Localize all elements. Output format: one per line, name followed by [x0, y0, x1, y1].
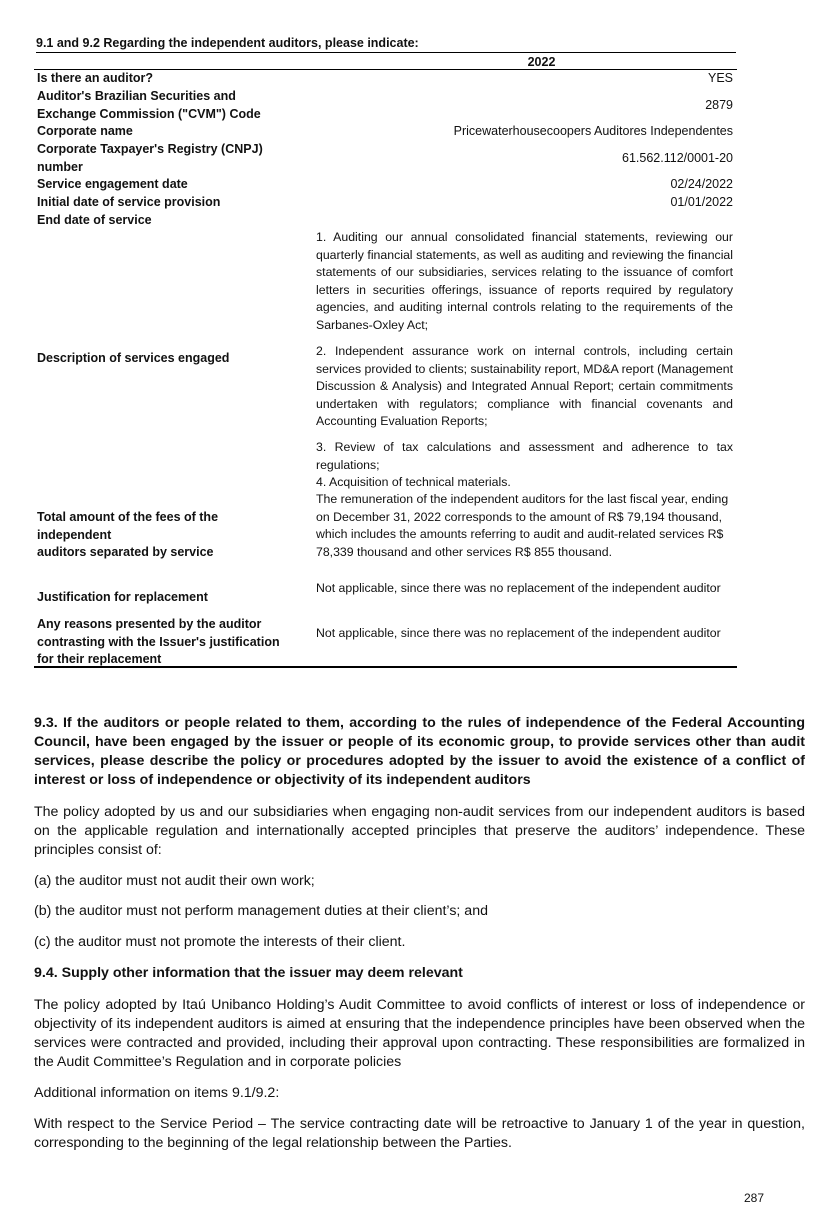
service-item-2: 2. Independent assurance work on internal controls, including certain services provided to clients; sustainability report, MD&A report (Management Discussion & Analysis) and Integrated Annual Report; certain commitments undertaken with regulators; compliance with financial covenants and Accounting Evaluation Reports;	[316, 344, 733, 428]
row-label: Description of services engaged	[37, 351, 230, 365]
table-row	[34, 176, 737, 194]
table-row	[34, 141, 737, 176]
row-label-line3: for their replacement	[37, 652, 162, 666]
row-label-line2: number	[37, 159, 83, 174]
table-row	[34, 70, 737, 88]
service-period-note: With respect to the Service Period – The service contracting date will be retroactive to January 1 of the year in question, corresponding to the beginning of the legal relationship between the Parties.	[34, 1116, 805, 1151]
table-row-justification	[34, 580, 737, 616]
section-9-1-title: 9.1 and 9.2 Regarding the independent auditors, please indicate:	[36, 35, 736, 53]
table-row-reasons	[34, 616, 737, 668]
table-row-description	[34, 229, 737, 491]
table-row-fees	[34, 491, 737, 581]
row-label: Initial date of service provision	[37, 195, 221, 209]
row-label: End date of service	[37, 213, 152, 227]
year-column-header: 2022	[527, 55, 556, 69]
row-label-line1: Any reasons presented by the auditor	[37, 617, 262, 631]
section-9-3-heading: 9.3. If the auditors or people related to them, according to the rules of independence of the Federal Accounting Council, have been engaged by the issuer or people of its economic group, to provide services other than audit services, please describe the policy or procedures adopted by the issuer to avoid the existence of a conflict of interest or loss of independence or objectivity of its independent auditors	[34, 715, 805, 788]
additional-info-label: Additional information on items 9.1/9.2:	[34, 1085, 280, 1101]
fees-value: The remuneration of the independent auditors for the last fiscal year, ending on December 31, 2022 corresponds to the amount of R$ 79,194 thousand, which includes the amounts referring to audit and audit-related services R$ 78,339 thousand and other services R$ 855 thousand.	[316, 492, 729, 559]
row-value: 2879	[705, 98, 733, 112]
row-label-line3: auditors separated by service	[37, 545, 214, 559]
principle-b: (b) the auditor must not perform management duties at their client’s; and	[34, 903, 488, 919]
row-value: Pricewaterhousecoopers Auditores Independentes	[453, 124, 733, 138]
row-label: Service engagement date	[37, 177, 188, 191]
justification-value: Not applicable, since there was no replacement of the independent auditor	[316, 581, 721, 595]
service-item-4: 4. Acquisition of technical materials.	[316, 475, 511, 489]
row-value: YES	[707, 71, 733, 85]
section-9-4-paragraph: The policy adopted by Itaú Unibanco Holding’s Audit Committee to avoid conflicts of interest or loss of independence or objectivity of its independent auditors is aimed at ensuring that the independence principles have been observed when the services were contracted and provided, including their approval upon contracting. These responsibilities are formalized in the Audit Committee’s Regulation and in corporate policies	[34, 997, 805, 1070]
row-label-line1: Auditor's Brazilian Securities and	[37, 89, 236, 103]
row-label: Corporate name	[37, 124, 133, 138]
principle-c: (c) the auditor must not promote the interests of their client.	[34, 934, 406, 950]
principle-a: (a) the auditor must not audit their own work;	[34, 873, 315, 889]
table-header	[34, 53, 737, 70]
table-row	[34, 194, 737, 212]
section-9-3-intro: The policy adopted by us and our subsidiaries when engaging non-audit services from our independent auditors is based on the applicable regulation and internationally accepted principles that preserve the auditors’ independence. These principles consist of:	[34, 804, 805, 858]
table-row	[34, 212, 737, 230]
table-row	[34, 123, 737, 141]
row-value: 01/01/2022	[670, 195, 733, 209]
row-label: Justification for replacement	[37, 590, 208, 604]
row-label-line2: Exchange Commission ("CVM") Code	[37, 106, 261, 121]
section-9-4-heading: 9.4. Supply other information that the issuer may deem relevant	[34, 965, 463, 981]
row-value: 02/24/2022	[670, 177, 733, 191]
row-label: Is there an auditor?	[37, 71, 153, 85]
table-row	[34, 88, 737, 123]
row-label-line2: independent	[37, 527, 112, 542]
page-number: 287	[744, 1191, 765, 1205]
service-item-1: 1. Auditing our annual consolidated financial statements, reviewing our quarterly financial statements, as well as auditing and reviewing the financial statements of our subsidiaries, services relating to the issuance of comfort letters in securities offerings, issuance of reports required by regulatory agencies, and auditing internal controls relating to the requirements of the Sarbanes-Oxley Act;	[316, 230, 733, 332]
reasons-value: Not applicable, since there was no replacement of the independent auditor	[316, 626, 721, 640]
row-label-line1: Total amount of the fees of the	[37, 510, 219, 524]
service-item-3: 3. Review of tax calculations and assessment and adherence to tax regulations;	[316, 440, 733, 472]
row-value: 61.562.112/0001-20	[622, 151, 733, 165]
row-label-line2: contrasting with the Issuer's justification	[37, 634, 280, 649]
row-label-line1: Corporate Taxpayer's Registry (CNPJ)	[37, 142, 263, 156]
table-bottom-rule	[34, 666, 737, 668]
auditors-table	[34, 53, 737, 666]
